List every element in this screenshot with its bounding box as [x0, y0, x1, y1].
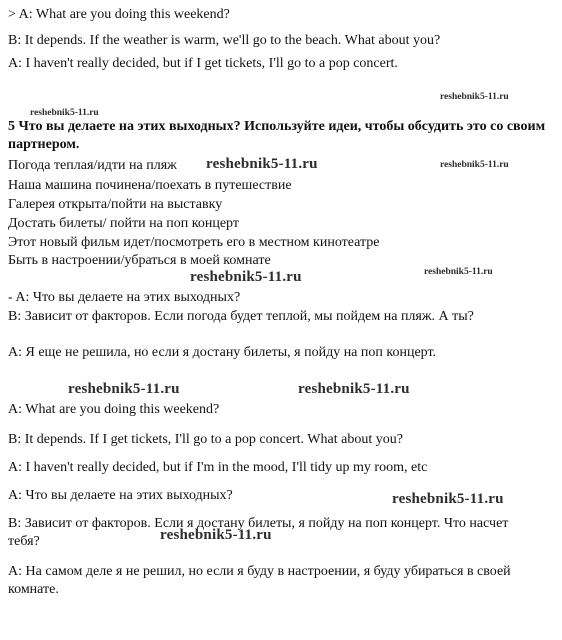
- dialogue-line: B: Зависит от факторов. Если я достану билеты, я пойду на поп концерт. Что насчет тебя?: [8, 516, 509, 549]
- idea-item: Быть в настроении/убраться в моей комнате: [8, 253, 271, 268]
- idea-item: Достать билеты/ пойти на поп концерт: [8, 216, 239, 231]
- idea-item: Погода теплая/идти на пляж: [8, 158, 177, 173]
- watermark: reshebnik5-11.ru: [190, 269, 302, 285]
- watermark: reshebnik5-11.ru: [160, 527, 272, 543]
- dialogue-line: B: It depends. If the weather is warm, we'll go to the beach. What about you?: [8, 33, 441, 48]
- watermark: reshebnik5-11.ru: [206, 156, 318, 172]
- watermark: reshebnik5-11.ru: [440, 92, 509, 102]
- dialogue-line: B: It depends. If I get tickets, I'll go to a pop concert. What about you?: [8, 432, 403, 447]
- dialogue-line: - A: Что вы делаете на этих выходных?: [8, 290, 241, 305]
- watermark: reshebnik5-11.ru: [68, 381, 180, 397]
- dialogue-line: A: На самом деле я не решил, но если я буду в настроении, я буду убираться в своей комнате.: [8, 564, 511, 597]
- dialogue-line: A: Я еще не решила, но если я достану билеты, я пойду на поп концерт.: [8, 345, 437, 360]
- watermark: reshebnik5-11.ru: [30, 108, 99, 118]
- idea-item: Галерея открыта/пойти на выставку: [8, 197, 223, 212]
- watermark: reshebnik5-11.ru: [392, 491, 504, 507]
- dialogue-line: A: What are you doing this weekend?: [8, 402, 220, 417]
- task-heading: 5 Что вы делаете на этих выходных? Используйте идеи, чтобы обсудить это со своим партнером.: [8, 119, 546, 152]
- dialogue-line: A: I haven't really decided, but if I'm in the mood, I'll tidy up my room, etc: [8, 460, 428, 475]
- dialogue-line: B: Зависит от факторов. Если погода будет теплой, мы пойдем на пляж. А ты?: [8, 309, 474, 324]
- dialogue-line: A: Что вы делаете на этих выходных?: [8, 488, 233, 503]
- idea-item: Наша машина починена/поехать в путешествие: [8, 178, 292, 193]
- watermark: reshebnik5-11.ru: [424, 267, 493, 277]
- dialogue-line: > A: What are you doing this weekend?: [8, 7, 230, 22]
- dialogue-line: A: I haven't really decided, but if I get tickets, I'll go to a pop concert.: [8, 56, 398, 71]
- watermark: reshebnik5-11.ru: [440, 160, 509, 170]
- watermark: reshebnik5-11.ru: [298, 381, 410, 397]
- idea-item: Этот новый фильм идет/посмотреть его в местном кинотеатре: [8, 235, 380, 250]
